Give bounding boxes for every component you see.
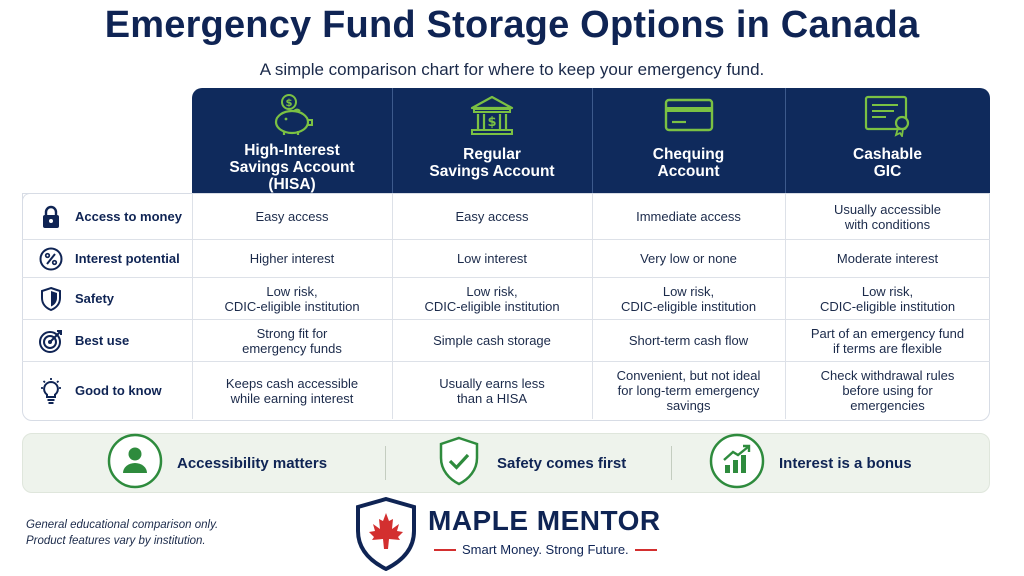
table-cell: Easy access	[455, 209, 529, 224]
row-label: Access to money	[75, 209, 182, 224]
table-cell: Higher interest	[249, 251, 335, 266]
table-cell: Convenient, but not ideal for long-term emergency savings	[616, 368, 761, 413]
takeaway-safety	[435, 434, 626, 492]
table-cell: Strong fit for emergency funds	[242, 325, 342, 356]
shield-check-icon	[435, 434, 483, 493]
piggy-bank-icon	[264, 94, 320, 136]
growth-chart-icon	[709, 433, 765, 494]
comparison-table	[22, 88, 990, 420]
table-cell: Low risk, CDIC-eligible institution	[819, 283, 956, 314]
table-cell: Low risk, CDIC-eligible institution	[424, 283, 560, 314]
svg-text:$: $	[285, 98, 293, 109]
brand-tagline: Smart Money. Strong Future.	[428, 542, 663, 557]
column-header-chequing: Chequing Account	[592, 88, 785, 193]
table-cell: Immediate access	[636, 209, 741, 224]
table-row	[22, 362, 990, 419]
brand-name: MAPLE MENTOR	[428, 505, 661, 536]
svg-text:$: $	[487, 115, 497, 130]
table-row	[22, 194, 990, 239]
table-cell: Usually accessible with conditions	[834, 201, 941, 232]
page-title: Emergency Fund Storage Options in Canada	[104, 4, 920, 46]
target-icon	[36, 328, 66, 354]
maple-leaf-shield-icon	[354, 497, 418, 576]
card-icon	[662, 94, 716, 136]
row-label: Interest potential	[75, 251, 180, 266]
footer-disclaimer: General educational comparison only. Product features vary by institution.	[26, 519, 219, 547]
bank-icon	[467, 94, 517, 136]
lightbulb-icon	[36, 377, 66, 405]
shield-icon	[36, 286, 66, 312]
brand-logo	[354, 497, 674, 571]
table-row	[22, 278, 990, 319]
page-subtitle: A simple comparison chart for where to keep your emergency fund.	[259, 60, 765, 79]
table-cell: Very low or none	[640, 251, 737, 266]
takeaway-interest	[709, 434, 912, 492]
column-header-cashable-gic: Cashable GIC	[785, 88, 990, 193]
table-cell: Low interest	[456, 251, 528, 266]
takeaway-text: Interest is a bonus	[779, 454, 912, 472]
table-cell: Easy access	[255, 209, 329, 224]
column-header-regular-savings: $ Regular Savings Account	[392, 88, 592, 193]
row-label: Safety	[75, 291, 115, 306]
takeaway-text: Safety comes first	[497, 454, 627, 472]
table-cell: Usually earns less than a HISA	[439, 375, 545, 406]
person-icon	[107, 433, 163, 494]
table-cell: Simple cash storage	[433, 333, 551, 348]
takeaway-accessibility	[107, 434, 327, 492]
table-cell: Low risk, CDIC-eligible institution	[620, 283, 757, 314]
table-cell: Moderate interest	[836, 251, 939, 266]
key-takeaways-banner	[22, 433, 990, 493]
table-row	[22, 240, 990, 277]
table-cell: Short-term cash flow	[628, 333, 749, 348]
table-cell: Part of an emergency fund if terms are flexible	[810, 325, 965, 356]
row-label: Best use	[75, 333, 130, 348]
lock-icon	[36, 205, 66, 229]
table-row	[22, 320, 990, 361]
row-label: Good to know	[75, 383, 162, 398]
takeaway-text: Accessibility matters	[177, 454, 328, 472]
percent-icon	[36, 247, 66, 271]
column-header-hisa: $ High-Interest Savings Account (HISA)	[192, 88, 392, 193]
table-cell: Keeps cash accessible while earning interest	[225, 375, 359, 406]
certificate-icon	[861, 94, 915, 136]
table-header	[192, 88, 990, 193]
table-cell: Low risk, CDIC-eligible institution	[224, 283, 360, 314]
table-cell: Check withdrawal rules before using for emergencies	[820, 368, 955, 413]
